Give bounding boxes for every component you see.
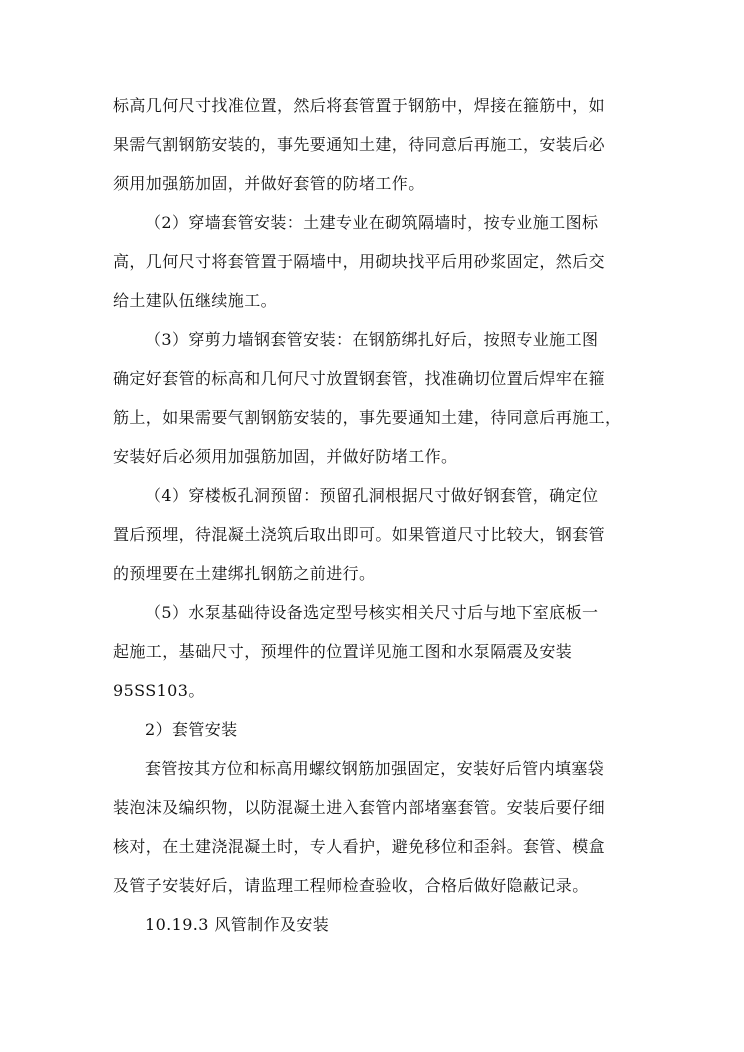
section-heading: 10.19.3 风管制作及安装	[145, 915, 330, 934]
text-line: 95SS103。	[113, 681, 205, 700]
text-line: （3）穿剪力墙钢套管安装：在钢筋绑扎好后，按照专业施工图	[145, 330, 599, 349]
text-line: 核对，在土建浇混凝土时，专人看护，避免移位和歪斜。套管、模盒	[113, 837, 606, 856]
text-line: 高，几何尺寸将套管置于隔墙中，用砌块找平后用砂浆固定，然后交	[113, 252, 606, 271]
section-heading: 2）套管安装	[145, 720, 238, 739]
text-line: （4）穿楼板孔洞预留：预留孔洞根据尺寸做好钢套管，确定位	[145, 486, 599, 505]
text-line: 标高几何尺寸找准位置，然后将套管置于钢筋中，焊接在箍筋中，如	[113, 96, 606, 115]
text-line: 套管按其方位和标高用螺纹钢筋加强固定，安装好后管内填塞袋	[145, 759, 605, 778]
text-line: 置后预埋，待混凝土浇筑后取出即可。如果管道尺寸比较大，钢套管	[113, 525, 606, 544]
text-line: 给土建队伍继续施工。	[113, 291, 278, 310]
text-line: 确定好套管的标高和几何尺寸放置钢套管，找准确切位置后焊牢在箍	[113, 369, 606, 388]
text-line: （5）水泵基础待设备选定型号核实相关尺寸后与地下室底板一	[145, 603, 599, 622]
text-line: 果需气割钢筋安装的，事先要通知土建，待同意后再施工，安装后必	[113, 135, 606, 154]
text-line: 须用加强筋加固，并做好套管的防堵工作。	[113, 174, 425, 193]
text-line: （2）穿墙套管安装：土建专业在砌筑隔墙时，按专业施工图标	[145, 213, 599, 232]
text-line: 及管子安装好后，请监理工程师检查验收，合格后做好隐蔽记录。	[113, 876, 589, 895]
text-line: 筋上，如果需要气割钢筋安装的，事先要通知土建，待同意后再施工，	[113, 408, 622, 427]
text-line: 装泡沫及编织物，以防混凝土进入套管内部堵塞套管。安装后要仔细	[113, 798, 606, 817]
text-line: 的预埋要在土建绑扎钢筋之前进行。	[113, 564, 376, 583]
text-line: 起施工，基础尺寸，预埋件的位置详见施工图和水泵隔震及安装	[113, 642, 573, 661]
text-line: 安装好后必须用加强筋加固，并做好防堵工作。	[113, 447, 458, 466]
